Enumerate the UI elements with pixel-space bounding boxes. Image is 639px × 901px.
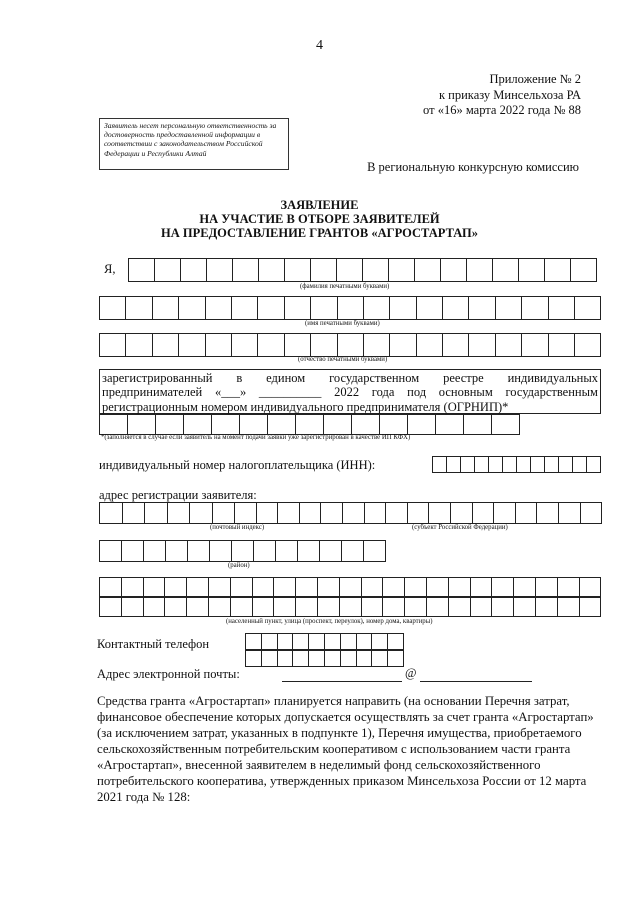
input-cell[interactable]: [285, 296, 311, 320]
input-cell[interactable]: [257, 502, 279, 524]
input-cell[interactable]: [212, 414, 240, 435]
input-cell[interactable]: [522, 333, 548, 357]
input-cell[interactable]: [311, 296, 337, 320]
input-cell[interactable]: [417, 333, 443, 357]
input-cell[interactable]: [253, 597, 275, 617]
input-cell[interactable]: [262, 633, 278, 650]
input-cell[interactable]: [232, 540, 254, 562]
input-cell[interactable]: [549, 333, 575, 357]
appendix-line-2: к приказу Минсельхоза РА: [438, 87, 581, 102]
input-cell[interactable]: [324, 414, 352, 435]
input-cell[interactable]: [100, 502, 123, 524]
address-label: адрес регистрации заявителя:: [99, 488, 257, 502]
word: реестре: [443, 371, 484, 385]
input-cell[interactable]: [537, 502, 559, 524]
input-cell[interactable]: [240, 414, 268, 435]
word: под: [407, 385, 427, 400]
district-caption: (район): [228, 562, 250, 569]
input-cell[interactable]: [268, 414, 296, 435]
email-domain-input[interactable]: [420, 667, 532, 682]
registration-line-2: [102, 385, 598, 399]
grant-purpose-paragraph: Средства гранта «Агростартап» планируется направить (на основании Перечня затрат, финансовое обеспечение которых допускается осуществлять за счет гранта «Агростартап» (за исключением затрат, указанных в подпункте 1), Перечня имущества, приобретаемого сельскохозяйственным потребительским кооперативом с использованием части гранта «Агростартап», внесенной заявителем в неделимый фонд сельскохозяйственного потребительского кооператива, утвержденных приказом Минсельхоза России от 12 марта 2021 года № 128:: [97, 694, 594, 804]
word: зарегистрированный: [102, 371, 213, 385]
input-cell[interactable]: [309, 650, 325, 667]
input-cell[interactable]: [206, 333, 232, 357]
input-cell[interactable]: [514, 577, 536, 597]
input-cell[interactable]: [274, 577, 296, 597]
input-cell[interactable]: [276, 540, 298, 562]
input-cell[interactable]: [179, 296, 205, 320]
input-cell[interactable]: [388, 650, 404, 667]
input-cell[interactable]: [278, 502, 300, 524]
input-cell[interactable]: [246, 650, 262, 667]
input-cell[interactable]: [246, 633, 262, 650]
input-cell[interactable]: [184, 414, 212, 435]
input-cell[interactable]: [342, 540, 364, 562]
input-cell[interactable]: [580, 597, 602, 617]
input-cell[interactable]: [213, 502, 236, 524]
input-cell[interactable]: [311, 333, 337, 357]
input-cell[interactable]: [209, 577, 231, 597]
input-cell[interactable]: [571, 258, 597, 282]
input-cell[interactable]: [496, 333, 522, 357]
input-cell[interactable]: [341, 633, 357, 650]
input-cell[interactable]: [473, 502, 495, 524]
input-cell[interactable]: [573, 456, 587, 473]
surname-field[interactable]: [128, 258, 597, 282]
input-cell[interactable]: [153, 296, 179, 320]
patronymic-field[interactable]: [99, 333, 601, 357]
input-cell[interactable]: [536, 597, 558, 617]
input-cell[interactable]: [383, 577, 405, 597]
input-cell[interactable]: [325, 650, 341, 667]
input-cell[interactable]: [469, 296, 495, 320]
input-cell[interactable]: [362, 577, 384, 597]
input-cell[interactable]: [181, 258, 207, 282]
input-cell[interactable]: [364, 333, 390, 357]
input-cell[interactable]: [352, 414, 380, 435]
input-cell[interactable]: [341, 650, 357, 667]
registration-line-3: регистрационным номером индивидуального предпринимателя (ОГРНИП)*: [102, 399, 509, 414]
word: года: [371, 385, 395, 400]
word: едином: [266, 371, 306, 385]
input-cell[interactable]: [207, 258, 233, 282]
word: государственным: [505, 385, 598, 400]
word: основным: [438, 385, 493, 400]
responsibility-note: Заявитель несет персональную ответственность за достоверность предоставленной информации в соответствии с законодательством Российской Федерации и Республики Алтай: [99, 118, 289, 170]
input-cell[interactable]: [575, 296, 601, 320]
input-cell[interactable]: [372, 633, 388, 650]
input-cell[interactable]: [343, 502, 365, 524]
addressee: В региональную конкурсную комиссию: [367, 160, 579, 174]
input-cell[interactable]: [126, 333, 152, 357]
input-cell[interactable]: [408, 502, 430, 524]
word: 2022: [334, 385, 360, 400]
ya-label: Я,: [104, 262, 116, 276]
input-cell[interactable]: [122, 597, 144, 617]
input-cell[interactable]: [443, 296, 469, 320]
input-cell[interactable]: [492, 577, 514, 597]
input-cell[interactable]: [469, 333, 495, 357]
input-cell[interactable]: [364, 540, 386, 562]
input-cell[interactable]: [128, 414, 156, 435]
input-cell[interactable]: [362, 597, 384, 617]
input-cell[interactable]: [210, 540, 232, 562]
input-cell[interactable]: [383, 597, 405, 617]
word: «___»: [214, 385, 247, 400]
input-cell[interactable]: [449, 577, 471, 597]
input-cell[interactable]: [100, 540, 122, 562]
input-cell[interactable]: [233, 258, 259, 282]
title-line-1: ЗАЯВЛЕНИЕ: [280, 198, 359, 212]
input-cell[interactable]: [443, 333, 469, 357]
word: __________: [258, 385, 322, 400]
input-cell[interactable]: [100, 597, 122, 617]
input-cell[interactable]: [587, 456, 601, 473]
patronymic-caption: (отчество печатными буквами): [298, 356, 388, 363]
input-cell[interactable]: [494, 502, 516, 524]
input-cell[interactable]: [144, 597, 166, 617]
input-cell[interactable]: [187, 597, 209, 617]
input-cell[interactable]: [405, 577, 427, 597]
input-cell[interactable]: [559, 456, 573, 473]
input-cell[interactable]: [254, 540, 276, 562]
input-cell[interactable]: [206, 296, 232, 320]
input-cell[interactable]: [372, 650, 388, 667]
input-cell[interactable]: [489, 456, 503, 473]
input-cell[interactable]: [545, 258, 571, 282]
postal-code-field[interactable]: [99, 502, 235, 524]
name-caption: (имя печатными буквами): [305, 320, 380, 327]
input-cell[interactable]: [293, 650, 309, 667]
input-cell[interactable]: [155, 258, 181, 282]
input-cell[interactable]: [188, 540, 210, 562]
input-cell[interactable]: [447, 456, 461, 473]
word: в: [236, 371, 243, 385]
input-cell[interactable]: [427, 597, 449, 617]
input-cell[interactable]: [278, 633, 294, 650]
input-cell[interactable]: [285, 333, 311, 357]
input-cell[interactable]: [144, 577, 166, 597]
input-cell[interactable]: [298, 540, 320, 562]
inn-field[interactable]: [432, 456, 601, 473]
input-cell[interactable]: [166, 540, 188, 562]
word: индивидуальных: [507, 371, 598, 385]
input-cell[interactable]: [405, 597, 427, 617]
appendix-header: [423, 72, 581, 119]
document-title: [0, 198, 639, 240]
appendix-line-3: от «16» марта 2022 года № 88: [423, 103, 581, 117]
input-cell[interactable]: [144, 540, 166, 562]
locality-field-row-1[interactable]: [99, 577, 601, 597]
input-cell[interactable]: [467, 258, 493, 282]
input-cell[interactable]: [389, 258, 415, 282]
input-cell[interactable]: [337, 258, 363, 282]
title-line-2: НА УЧАСТИЕ В ОТБОРЕ ЗАЯВИТЕЛЕЙ: [199, 212, 440, 226]
input-cell[interactable]: [100, 296, 126, 320]
input-cell[interactable]: [575, 333, 601, 357]
input-cell[interactable]: [408, 414, 436, 435]
input-cell[interactable]: [311, 258, 337, 282]
input-cell[interactable]: [156, 414, 184, 435]
input-cell[interactable]: [278, 650, 294, 667]
input-cell[interactable]: [492, 597, 514, 617]
input-cell[interactable]: [187, 577, 209, 597]
input-cell[interactable]: [461, 456, 475, 473]
input-cell[interactable]: [165, 597, 187, 617]
input-cell[interactable]: [493, 258, 519, 282]
input-cell[interactable]: [296, 577, 318, 597]
input-cell[interactable]: [545, 456, 559, 473]
input-cell[interactable]: [522, 296, 548, 320]
locality-field-row-2[interactable]: [99, 597, 601, 617]
inn-label: индивидуальный номер налогоплательщика (ИНН):: [99, 458, 376, 472]
input-cell[interactable]: [309, 633, 325, 650]
input-cell[interactable]: [338, 333, 364, 357]
input-cell[interactable]: [190, 502, 213, 524]
ogrnip-footnote: *(заполняется в случае если заявитель на момент подачи заявки уже зарегистрирован в качестве ИП КФХ): [101, 434, 411, 441]
input-cell[interactable]: [580, 577, 602, 597]
input-cell[interactable]: [165, 577, 187, 597]
email-at-sign: @: [405, 666, 417, 680]
input-cell[interactable]: [388, 633, 404, 650]
region-caption: (субъект Российской Федерации): [412, 524, 508, 531]
input-cell[interactable]: [451, 502, 473, 524]
input-cell[interactable]: [325, 633, 341, 650]
input-cell[interactable]: [429, 502, 451, 524]
locality-caption: (населенный пункт, улица (проспект, переулок), номер дома, квартиры): [226, 618, 433, 625]
input-cell[interactable]: [318, 577, 340, 597]
input-cell[interactable]: [517, 456, 531, 473]
input-cell[interactable]: [365, 502, 387, 524]
input-cell[interactable]: [258, 296, 284, 320]
input-cell[interactable]: [100, 414, 128, 435]
input-cell[interactable]: [259, 258, 285, 282]
registration-text: [99, 369, 601, 414]
input-cell[interactable]: [363, 258, 389, 282]
input-cell[interactable]: [503, 456, 517, 473]
input-cell[interactable]: [122, 577, 144, 597]
input-cell[interactable]: [519, 258, 545, 282]
input-cell[interactable]: [126, 296, 152, 320]
phone-field-row-2[interactable]: [245, 650, 404, 667]
postal-code-caption: (почтовый индекс): [210, 524, 265, 531]
input-cell[interactable]: [471, 597, 493, 617]
input-cell[interactable]: [357, 633, 373, 650]
page-number: 4: [316, 38, 323, 53]
name-field[interactable]: [99, 296, 601, 320]
input-cell[interactable]: [168, 502, 191, 524]
appendix-line-1: Приложение № 2: [489, 72, 581, 86]
input-cell[interactable]: [296, 597, 318, 617]
input-cell[interactable]: [274, 597, 296, 617]
phone-label: Контактный телефон: [97, 637, 210, 651]
word: государственном: [329, 371, 420, 385]
input-cell[interactable]: [380, 414, 408, 435]
input-cell[interactable]: [417, 296, 443, 320]
input-cell[interactable]: [285, 258, 311, 282]
input-cell[interactable]: [558, 597, 580, 617]
input-cell[interactable]: [415, 258, 441, 282]
phone-field-row-1[interactable]: [245, 633, 404, 650]
input-cell[interactable]: [536, 577, 558, 597]
input-cell[interactable]: [558, 577, 580, 597]
input-cell[interactable]: [258, 333, 284, 357]
input-cell[interactable]: [123, 502, 146, 524]
input-cell[interactable]: [318, 597, 340, 617]
email-user-input[interactable]: [282, 667, 402, 682]
input-cell[interactable]: [433, 456, 447, 473]
input-cell[interactable]: [232, 296, 258, 320]
input-cell[interactable]: [475, 456, 489, 473]
input-cell[interactable]: [293, 633, 309, 650]
email-label: Адрес электронной почты:: [97, 667, 240, 681]
input-cell[interactable]: [145, 502, 168, 524]
input-cell[interactable]: [129, 258, 155, 282]
input-cell[interactable]: [364, 296, 390, 320]
word: предпринимателей: [102, 385, 203, 400]
input-cell[interactable]: [549, 296, 575, 320]
input-cell[interactable]: [122, 540, 144, 562]
registration-line-1: [102, 371, 598, 385]
ogrnip-field[interactable]: [99, 414, 520, 435]
input-cell[interactable]: [492, 414, 520, 435]
input-cell[interactable]: [471, 577, 493, 597]
input-cell[interactable]: [514, 597, 536, 617]
input-cell[interactable]: [531, 456, 545, 473]
input-cell[interactable]: [390, 333, 416, 357]
input-cell[interactable]: [496, 296, 522, 320]
input-cell[interactable]: [321, 502, 343, 524]
input-cell[interactable]: [100, 333, 126, 357]
surname-caption: (фамилия печатными буквами): [300, 283, 390, 290]
district-field[interactable]: [99, 540, 386, 562]
input-cell[interactable]: [153, 333, 179, 357]
input-cell[interactable]: [300, 502, 322, 524]
input-cell[interactable]: [340, 577, 362, 597]
input-cell[interactable]: [581, 502, 603, 524]
input-cell[interactable]: [100, 577, 122, 597]
input-cell[interactable]: [209, 597, 231, 617]
input-cell[interactable]: [436, 414, 464, 435]
input-cell[interactable]: [449, 597, 471, 617]
input-cell[interactable]: [390, 296, 416, 320]
input-cell[interactable]: [235, 502, 257, 524]
input-cell[interactable]: [253, 577, 275, 597]
region-field[interactable]: [234, 502, 602, 524]
input-cell[interactable]: [179, 333, 205, 357]
input-cell[interactable]: [232, 333, 258, 357]
input-cell[interactable]: [338, 296, 364, 320]
input-cell[interactable]: [296, 414, 324, 435]
input-cell[interactable]: [340, 597, 362, 617]
input-cell[interactable]: [231, 597, 253, 617]
input-cell[interactable]: [516, 502, 538, 524]
input-cell[interactable]: [231, 577, 253, 597]
input-cell[interactable]: [427, 577, 449, 597]
input-cell[interactable]: [357, 650, 373, 667]
input-cell[interactable]: [262, 650, 278, 667]
title-line-3: НА ПРЕДОСТАВЛЕНИЕ ГРАНТОВ «АГРОСТАРТАП»: [161, 226, 478, 240]
input-cell[interactable]: [320, 540, 342, 562]
input-cell[interactable]: [559, 502, 581, 524]
input-cell[interactable]: [464, 414, 492, 435]
input-cell[interactable]: [441, 258, 467, 282]
input-cell[interactable]: [386, 502, 408, 524]
